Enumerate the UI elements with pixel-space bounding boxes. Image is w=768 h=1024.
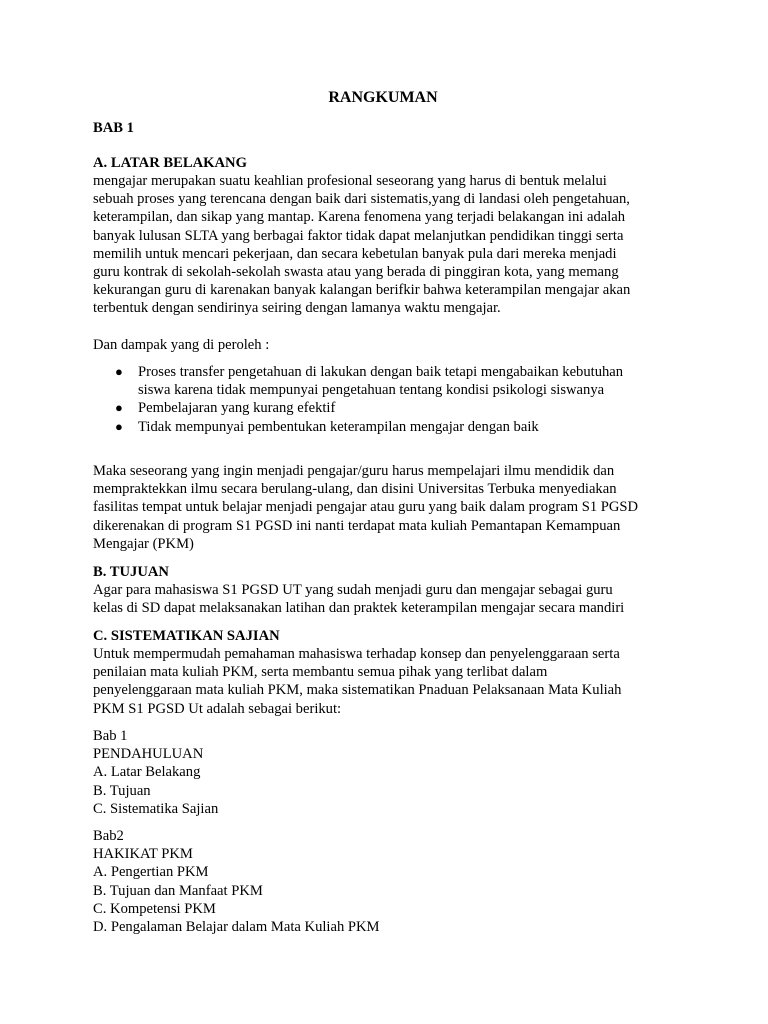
outline-item: D. Pengalaman Belajar dalam Mata Kuliah PKM: [93, 919, 380, 936]
paragraph-line: mempraktekkan ilmu secara berulang-ulang, dan disini Universitas Terbuka menyediakan: [93, 481, 617, 498]
outline-item: HAKIKAT PKM: [93, 846, 193, 863]
paragraph-line: guru kontrak di sekolah-sekolah swasta atau yang berada di pinggiran kota, yang memang: [93, 264, 619, 281]
paragraph-line: Maka seseorang yang ingin menjadi pengajar/guru harus mempelajari ilmu mendidik dan: [93, 463, 615, 479]
list-item: [93, 399, 678, 417]
section-b-paragraph: [93, 581, 678, 617]
bullet-icon: ●: [115, 364, 123, 379]
outline-item: PENDAHULUAN: [93, 746, 204, 763]
outline-item: A. Latar Belakang: [93, 764, 201, 781]
paragraph-line: penilaian mata kuliah PKM, serta membantu semua pihak yang terlibat dalam: [93, 664, 548, 681]
paragraph-line: terbentuk dengan sendirinya seiring dengan lamanya waktu mengajar.: [93, 300, 501, 317]
impact-intro: Dan dampak yang di peroleh :: [93, 337, 270, 353]
bullet-icon: ●: [115, 418, 123, 434]
paragraph-line: Agar para mahasiswa S1 PGSD UT yang sudah menjadi guru dan mengajar sebagai guru: [93, 582, 613, 598]
list-item: [93, 418, 678, 436]
outline-item: C. Sistematika Sajian: [93, 800, 219, 817]
list-item-text: Pembelajaran yang kurang efektif: [138, 400, 336, 417]
bab-heading: BAB 1: [93, 120, 134, 136]
section-b-heading: B. TUJUAN: [93, 564, 169, 580]
outline-item: Bab2: [93, 828, 124, 844]
outline-item: C. Kompetensi PKM: [93, 900, 216, 917]
bullet-icon: ●: [115, 400, 123, 416]
paragraph-line: banyak lulusan SLTA yang berbagai faktor tidak dapat melanjutkan pendidikan tinggi serta: [93, 227, 624, 244]
impact-list: [93, 363, 678, 436]
section-a-heading: A. LATAR BELAKANG: [93, 155, 247, 171]
paragraph-line: mengajar merupakan suatu keahlian profesional seseorang yang harus di bentuk melalui: [93, 173, 607, 189]
closing-paragraph: [93, 462, 678, 553]
paragraph-line: PKM S1 PGSD Ut adalah sebagai berikut:: [93, 700, 342, 717]
list-item-text-continued: siswa karena tidak mempunyai pengetahuan tentang kondisi psikologi siswanya: [138, 382, 605, 399]
list-item: [93, 363, 678, 399]
paragraph-line: sebuah proses yang terencana dengan baik dari sistematis,yang di landasi oleh pengetahuan,: [93, 191, 630, 208]
outline-chapter-2: [93, 827, 678, 936]
outline-item: A. Pengertian PKM: [93, 864, 209, 881]
list-item-text: Proses transfer pengetahuan di lakukan dengan baik tetapi mengabaikan kebutuhan: [138, 364, 624, 380]
section-c-paragraph: [93, 645, 678, 718]
paragraph-line: dikerenakan di program S1 PGSD ini nanti terdapat mata kuliah Pemantapan Kemampuan: [93, 517, 621, 534]
paragraph-line: fasilitas tempat untuk belajar menjadi pengajar atau guru yang baik dalam program S1 PGSD: [93, 499, 639, 516]
paragraph-line: kekurangan guru di karenakan banyak kalangan berifkir bahwa keterampilan mengajar akan: [93, 282, 631, 299]
outline-item: B. Tujuan dan Manfaat PKM: [93, 882, 263, 899]
outline-chapter-1: [93, 727, 678, 818]
section-a-paragraph: [93, 172, 678, 318]
paragraph-line: kelas di SD dapat melaksanakan latihan dan praktek keterampilan mengajar secara mandiri: [93, 600, 625, 617]
paragraph-line: penyelenggaraan mata kuliah PKM, maka sistematikan Pnaduan Pelaksanaan Mata Kuliah: [93, 682, 622, 699]
document-title: RANGKUMAN: [328, 89, 438, 106]
paragraph-line: Untuk mempermudah pemahaman mahasiswa terhadap konsep dan penyelenggaraan serta: [93, 646, 620, 662]
outline-item: B. Tujuan: [93, 782, 151, 799]
section-c-heading: C. SISTEMATIKAN SAJIAN: [93, 628, 280, 644]
outline-item: Bab 1: [93, 728, 128, 744]
paragraph-line: Mengajar (PKM): [93, 535, 194, 552]
paragraph-line: memilih untuk mencari pekerjaan, dan secara kebetulan banyak pula dari mereka menjadi: [93, 245, 617, 262]
list-item-text: Tidak mempunyai pembentukan keterampilan mengajar dengan baik: [138, 418, 539, 435]
paragraph-line: keterampilan, dan sikap yang mantap. Karena fenomena yang terjadi belakangan ini adalah: [93, 209, 626, 226]
